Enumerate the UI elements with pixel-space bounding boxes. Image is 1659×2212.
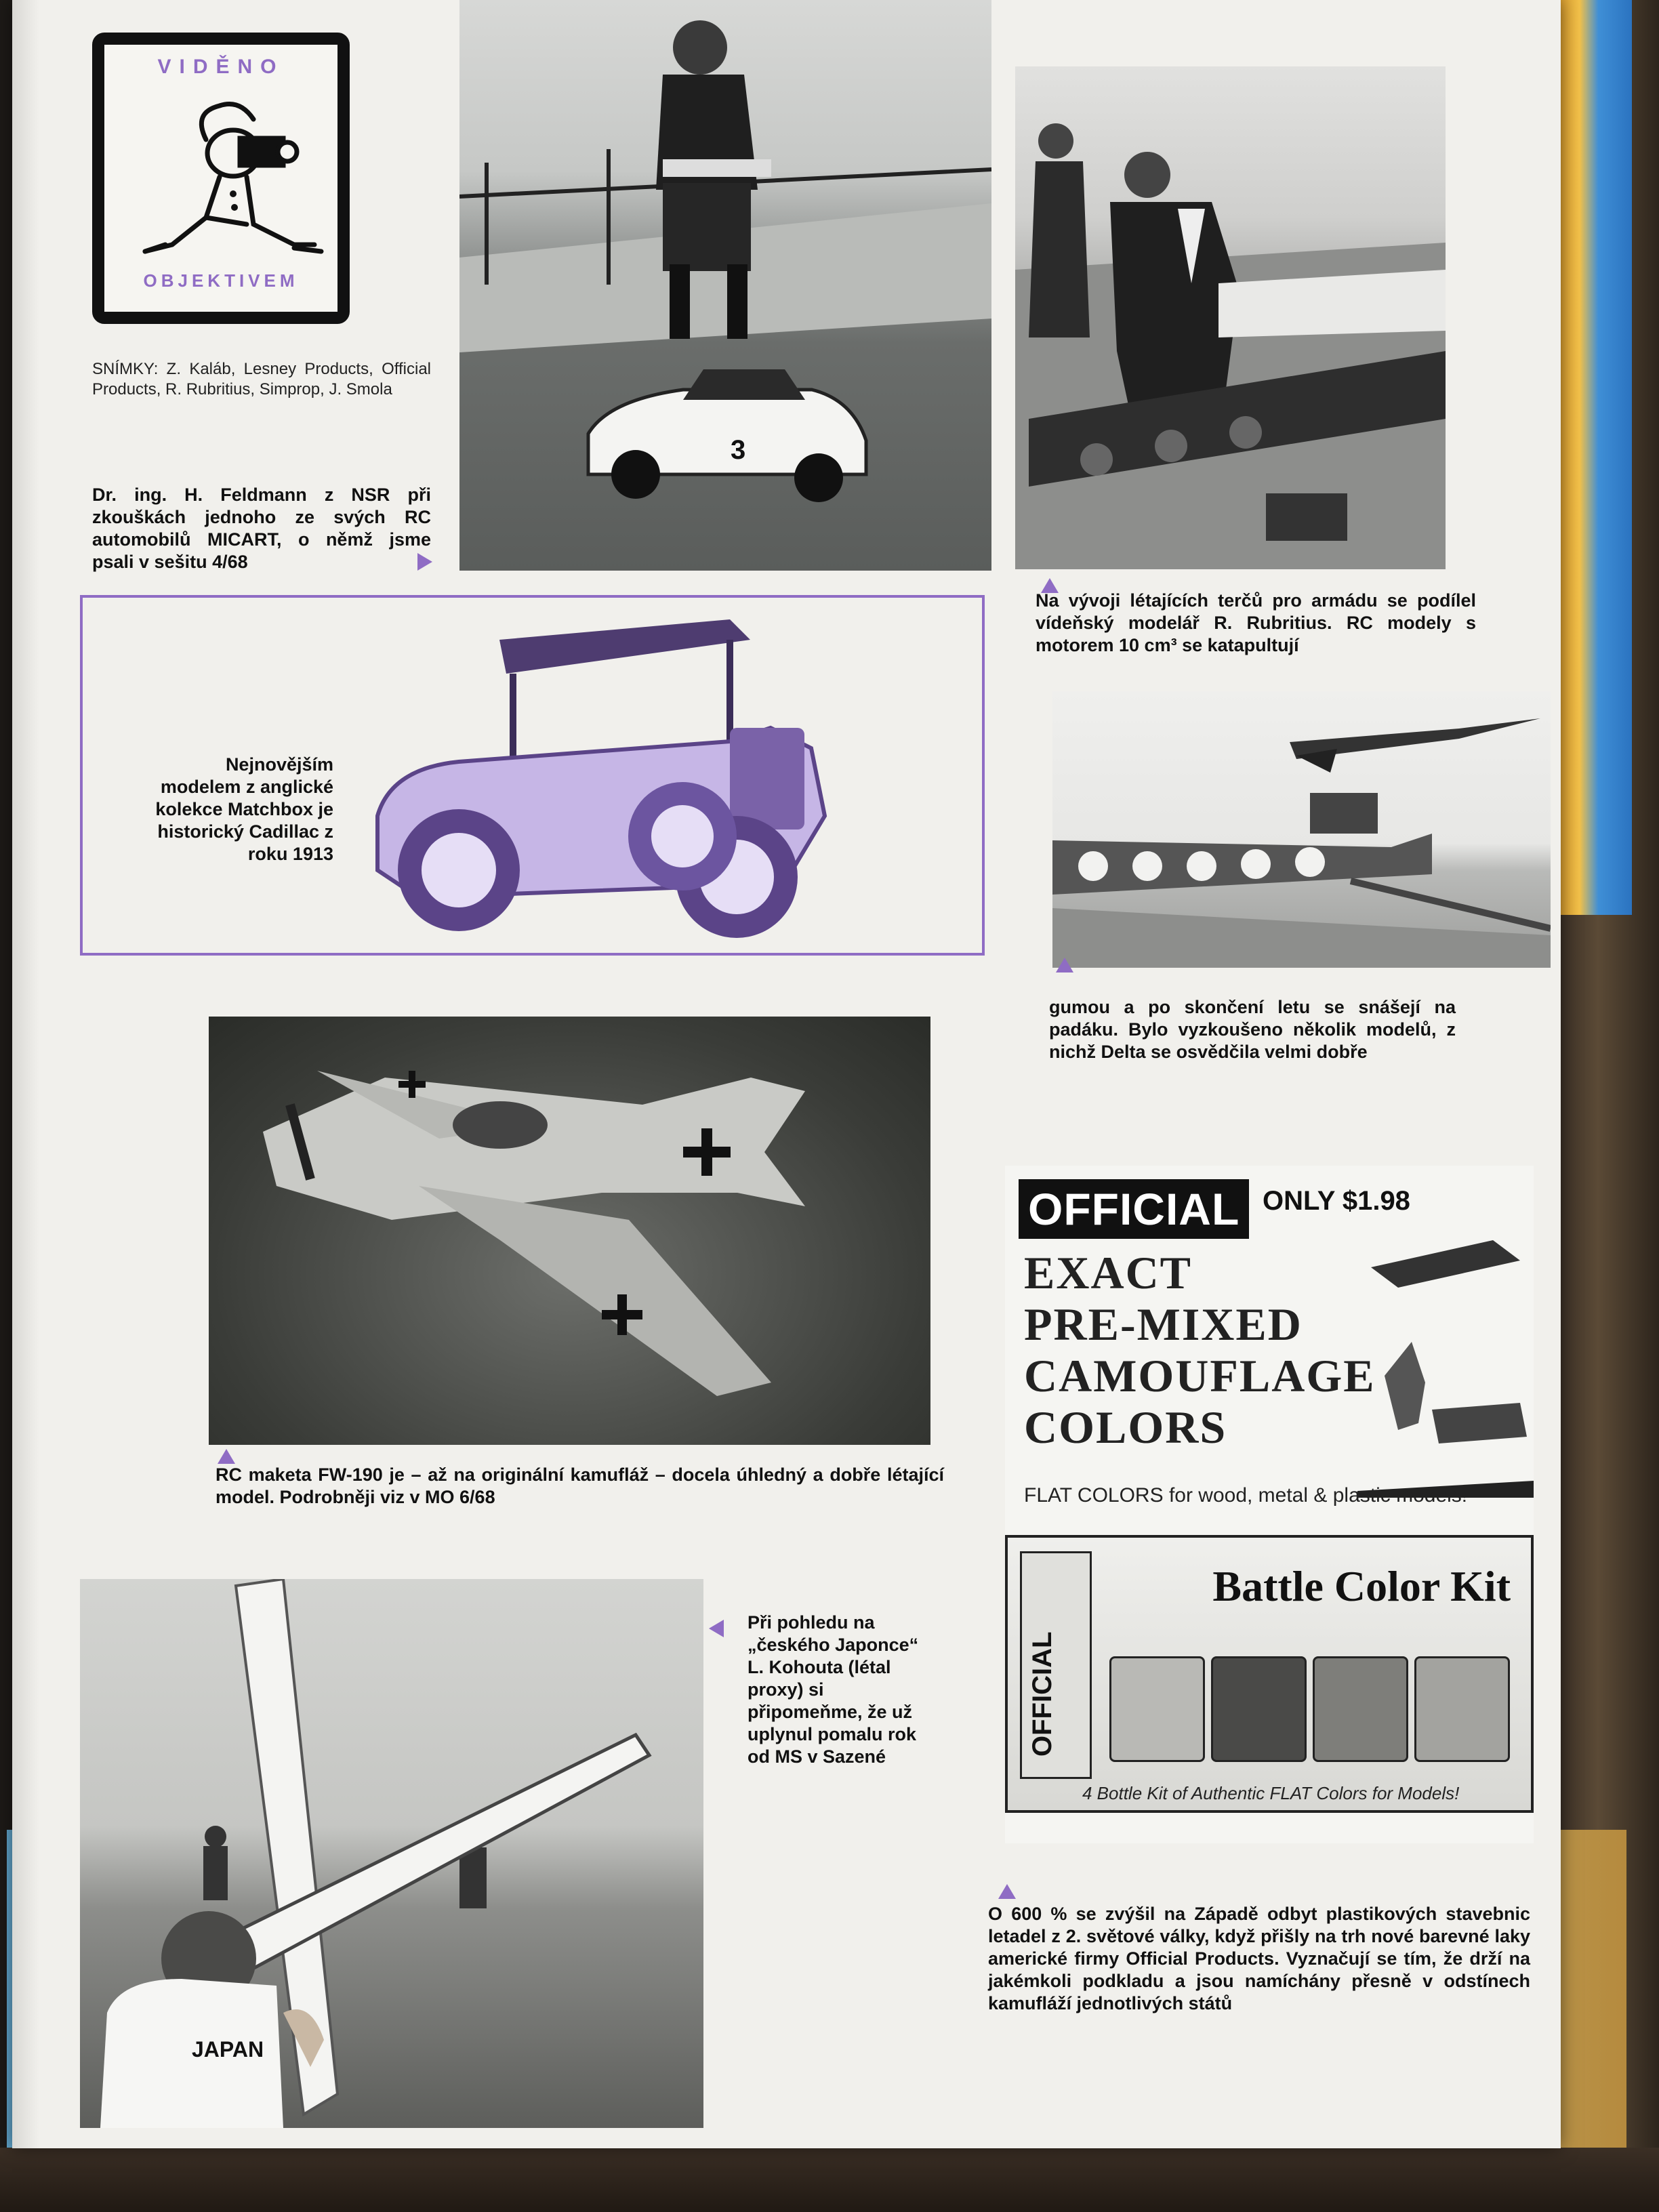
- photo-glider-japonec: [80, 1579, 703, 2128]
- caption-targets-1: Na vývoji létajících terčů pro armádu se podílel vídeňský modelář R. Rubritius. RC modely s motorem 10 cm³ se katapultují: [1036, 590, 1476, 655]
- kit-bottle-1: [1109, 1656, 1205, 1762]
- caption-feldmann: Dr. ing. H. Feldmann z NSR při zkouškách jednoho ze svých RC automobilů MICART, o němž jsme psali v sešitu 4/68: [92, 485, 431, 572]
- caption-japonec: Při pohledu na „českého Japonce“ L. Kohouta (létal proxy) si připomeňme, že už uplynul pomalu rok od MS v Sazené: [747, 1612, 919, 1767]
- table-bottom: [0, 2148, 1659, 2212]
- videno-objektivem-logo: [92, 33, 350, 324]
- kit-bottle-2: [1211, 1656, 1307, 1762]
- ad-military-illustration: [1357, 1206, 1534, 1498]
- caption-fw190: RC maketa FW-190 je – až na originální kamufláž – docela úhledný a dobře létající model. Podrobněji viz v MO 6/68: [216, 1465, 944, 1507]
- page-edge: [12, 0, 39, 2148]
- kit-bottle-4: [1414, 1656, 1510, 1762]
- cadillac-model-photo: [350, 613, 852, 938]
- ad-headline-3: CAMOUFLAGE: [1024, 1350, 1376, 1401]
- caption-pointer-fw190: [218, 1449, 235, 1464]
- shirt-label: JAPAN: [192, 2037, 264, 2062]
- caption-pointer-official: [998, 1884, 1016, 1899]
- kit-bottle-3: [1313, 1656, 1408, 1762]
- photo-target-catapult: [1015, 66, 1446, 569]
- ad-headline-2: PRE-MIXED: [1024, 1298, 1303, 1350]
- ad-headline-4: COLORS: [1024, 1401, 1227, 1453]
- caption-official: O 600 % se zvýšil na Západě odbyt plastikových stavebnic letadel z 2. světové války, když přišly na trh nové barevné laky americké firmy Official Products. Vyznačují se tím, že drží na jakémkoli podkladu a jsou namíchány přesně v odstínech kamufláží jednotlivých států: [988, 1904, 1530, 2013]
- photo-rc-car: [459, 0, 991, 571]
- photographer-cartoon-icon: [104, 85, 337, 289]
- photo-credits: SNÍMKY: Z. Kaláb, Lesney Products, Official Products, R. Rubritius, Simprop, J. Smola: [92, 360, 431, 398]
- caption-pointer-feldmann: [417, 553, 432, 571]
- caption-pointer-targets-2: [1056, 958, 1073, 972]
- ad-subline: FLAT COLORS for wood, metal & plastic models!: [1024, 1484, 1468, 1507]
- logo-top-text: VIDĚNO: [157, 56, 285, 78]
- caption-cadillac: Nejnovějším modelem z anglické kolekce Matchbox je historický Cadillac z roku 1913: [155, 754, 333, 864]
- photo-catapult-launch: [1052, 691, 1551, 968]
- magazine-page: [12, 0, 1561, 2148]
- kit-footer: 4 Bottle Kit of Authentic FLAT Colors for Models!: [1082, 1783, 1460, 1803]
- ad-brand-logo: OFFICIAL: [1019, 1179, 1249, 1239]
- photo-fw190: [209, 1017, 930, 1445]
- ad-headline-1: EXACT: [1024, 1247, 1193, 1298]
- kit-title: Battle Color Kit: [1212, 1562, 1511, 1610]
- background-magazine: [1557, 0, 1632, 915]
- caption-pointer-japonec: [709, 1620, 724, 1637]
- ad-price: ONLY $1.98: [1263, 1186, 1410, 1216]
- cadillac-box: [80, 595, 985, 956]
- car-number-label: 3: [731, 435, 746, 465]
- kit-side-panel: [1020, 1551, 1092, 1779]
- logo-bottom-text: OBJEKTIVEM: [143, 270, 299, 291]
- caption-targets-2: gumou a po skončení letu se snášejí na padáku. Bylo vyzkoušeno několik modelů, z nichž Delta se osvědčila velmi dobře: [1049, 997, 1456, 1062]
- official-ad: [1005, 1166, 1534, 1843]
- kit-side-brand: OFFICIAL: [1027, 1631, 1057, 1757]
- battle-color-kit-box: [1005, 1535, 1534, 1813]
